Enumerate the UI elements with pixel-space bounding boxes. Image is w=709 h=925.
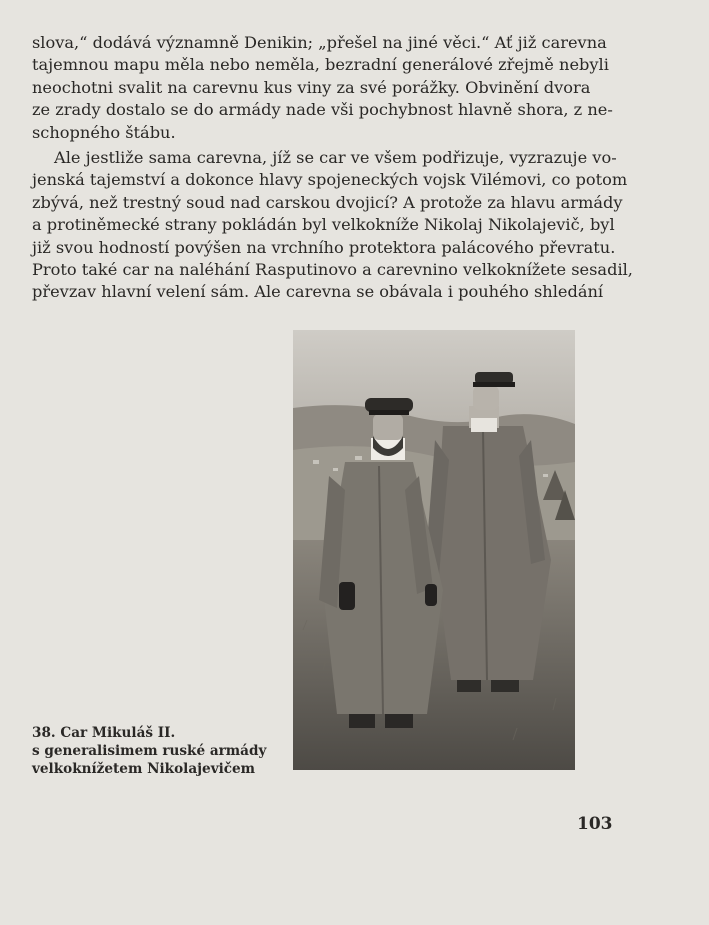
photo-caption — [32, 724, 272, 778]
body-line: slova,“ dodává významně Denikin; „přešel na jiné věci.“ Ať již carevna — [32, 33, 607, 52]
photograph-image — [293, 330, 575, 770]
body-line: převzav hlavní velení sám. Ale carevna se obávala i pouhého shledání — [32, 282, 604, 302]
body-line: ze zrady dostalo se do armády nade vši pochybnost hlavně shora, z ne- — [32, 100, 613, 120]
photograph — [293, 330, 575, 770]
body-line: jenská tajemství a dokonce hlavy spojeneckých vojsk Vilémovi, co potom — [32, 170, 628, 190]
body-line: Ale jestliže sama carevna, jíž se car ve všem podřizuje, vyzrazuje vo- — [54, 148, 617, 168]
body-line: neochotni svalit na carevnu kus viny za své porážky. Obvinění dvora — [32, 77, 591, 97]
body-line: schopného štábu. — [32, 122, 176, 142]
body-line: tajemnou mapu měla nebo neměla, bezradní generálové zřejmě nebyli — [32, 55, 609, 75]
body-line: Proto také car na naléhání Rasputinovo a carevnino velkoknížete sesadil, — [32, 260, 633, 280]
caption-line: s generalisimem ruské armády — [32, 743, 267, 759]
body-line: a protiněmecké strany pokládán byl velkokníže Nikolaj Nikolajevič, byl — [32, 215, 615, 235]
body-text — [32, 32, 633, 304]
body-line: zbývá, než trestný soud nad carskou dvojicí? A protože za hlavu armády — [32, 192, 623, 212]
caption-line: 38. Car Mikuláš II. — [32, 725, 176, 741]
body-line: již svou hodností povýšen na vrchního protektora palácového převratu. — [32, 237, 616, 257]
page-number: 103 — [577, 814, 613, 834]
caption-line: velkoknížetem Nikolajevičem — [32, 761, 256, 777]
